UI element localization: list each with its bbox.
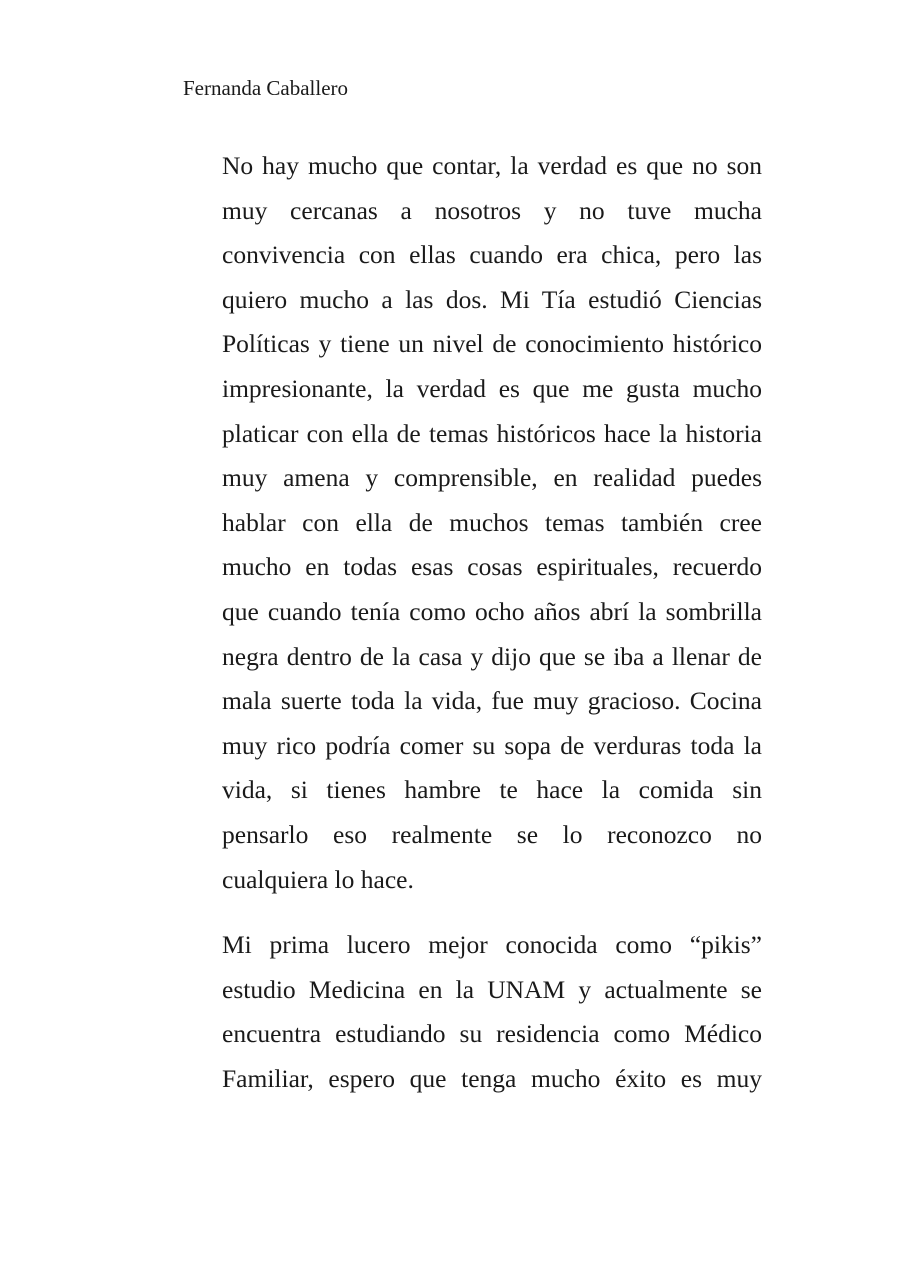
text-line: muy amena y comprensible, en realidad puedes xyxy=(222,463,762,493)
text-line: que cuando tenía como ocho años abrí la sombrilla xyxy=(222,596,762,626)
text-line: vida, si tienes hambre te hace la comida sin xyxy=(222,775,762,805)
text-line: encuentra estudiando su residencia como Médico xyxy=(222,1019,762,1049)
text-line: mala suerte toda la vida, fue muy gracioso. Cocina xyxy=(222,686,762,716)
text-line: quiero mucho a las dos. Mi Tía estudió Ciencias xyxy=(222,284,762,314)
text-line: platicar con ella de temas históricos hace la historia xyxy=(222,418,762,448)
text-line: pensarlo eso realmente se lo reconozco no xyxy=(222,819,762,849)
paragraph xyxy=(222,144,762,902)
text-line: negra dentro de la casa y dijo que se iba a llenar de xyxy=(222,641,762,671)
text-line: impresionante, la verdad es que me gusta mucho xyxy=(222,373,762,403)
text-line: No hay mucho que contar, la verdad es que no son xyxy=(222,151,762,180)
text-line: estudio Medicina en la UNAM y actualmente se xyxy=(222,974,762,1004)
paragraph xyxy=(222,923,762,1101)
text-line: mucho en todas esas cosas espirituales, recuerdo xyxy=(222,552,762,582)
text-line: Mi prima lucero mejor conocida como “pikis” xyxy=(222,930,762,960)
text-line: muy cercanas a nosotros y no tuve mucha xyxy=(222,195,762,225)
text-line: cualquiera lo hace. xyxy=(222,864,414,894)
document-body xyxy=(222,144,762,1101)
text-line: Familiar, espero que tenga mucho éxito es muy xyxy=(222,1063,762,1093)
header-author: Fernanda Caballero xyxy=(183,76,349,100)
text-line: hablar con ella de muchos temas también cree xyxy=(222,507,762,537)
text-line: Políticas y tiene un nivel de conocimiento histórico xyxy=(222,329,762,359)
text-line: convivencia con ellas cuando era chica, pero las xyxy=(222,240,762,270)
text-line: muy rico podría comer su sopa de verduras toda la xyxy=(222,730,762,760)
